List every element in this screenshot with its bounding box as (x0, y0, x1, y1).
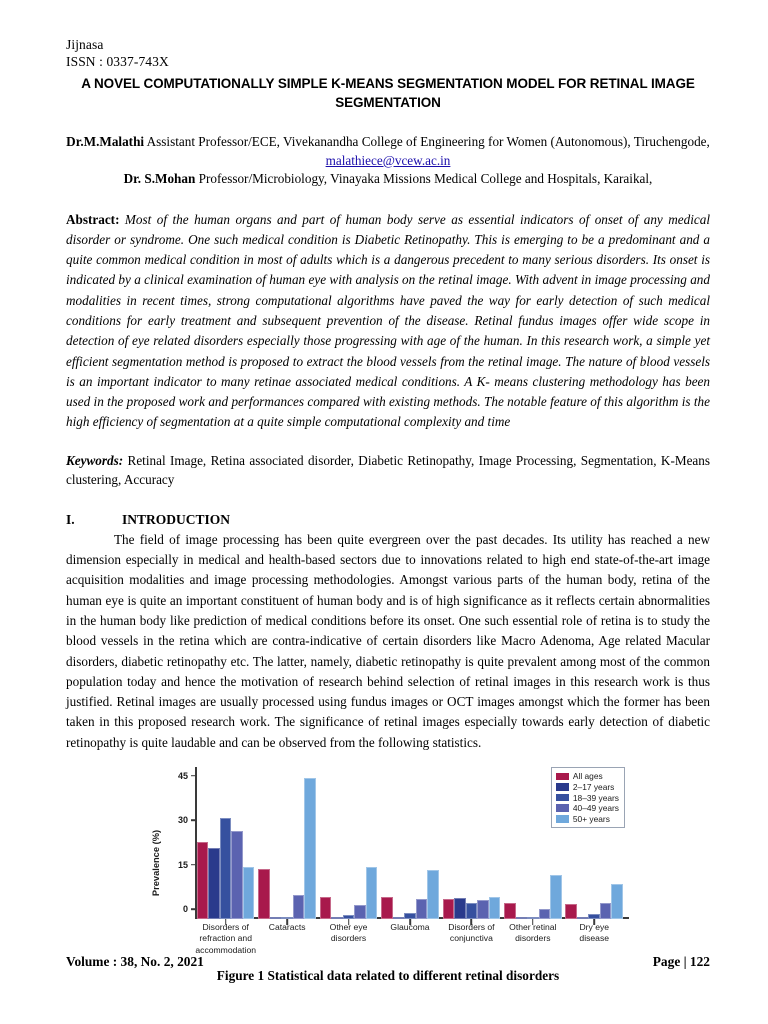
introduction-paragraph: The field of image processing has been quite evergreen over the past decades. Its utility has reached a new dimension especially in medical and health-based sectors due to innovations related to high end state-of-the-art image acquisition modalities and image processing methodologies. Amongst various parts of the human body, retina of the human eye is quite an important constituent of human body and is of high significance as it reflects certain abnormalities in the human body like prediction of medical conditions before its onset. One such essential role of retina is to study the blood vessels in the retina which are contra-indicative of certain disorders like Macro Adenoma, Age related Macular disorders, diabetic retinopathy etc. The latter, namely, diabetic retinopathy is quite prevalent among most of the common population today and hence the motivation of research behind selection of retinal images in this research work is thus justified. Retinal images are usually processed using fundus images or OCT images amongst which the former has been taken in this proposed research work. The significance of retinal images especially towards early detection of diabetic retinopathy is quite laudable and can be observed from the following statistics. (66, 531, 710, 750)
bar (565, 904, 577, 919)
bar (550, 875, 562, 919)
author-1-affiliation: Assistant Professor/ECE, Vivekanandha College of Engineering for Women (Autonomous), Tiruchengode, (144, 134, 710, 149)
x-axis-label: Dry eye disease (579, 922, 610, 944)
x-axis-label: Other eye disorders (329, 922, 368, 944)
legend-swatch (556, 794, 569, 802)
bar-chart (147, 763, 629, 963)
y-axis-tick: 15 (178, 860, 195, 870)
keywords-label: Keywords: (66, 452, 124, 468)
legend-item (556, 792, 619, 803)
bar (354, 905, 366, 919)
x-axis-label: Glaucoma (390, 922, 430, 933)
bar (231, 831, 243, 919)
bar-group (379, 771, 440, 919)
bar (304, 778, 316, 919)
y-axis-label: Prevalence (%) (151, 829, 162, 897)
bar-group (441, 771, 502, 919)
chart-legend (551, 767, 625, 828)
legend-swatch (556, 815, 569, 823)
page-footer (66, 954, 710, 970)
legend-item (556, 771, 619, 782)
bar (454, 898, 466, 919)
bar (208, 848, 220, 919)
footer-page-number: Page | 122 (652, 954, 710, 969)
bar (366, 867, 378, 919)
keywords-text: Retinal Image, Retina associated disorder, Diabetic Retinopathy, Image Processing, Segmentation, K-Means clustering, Accuracy (66, 452, 710, 487)
author-1-email-link[interactable]: malathiece@vcew.ac.in (325, 152, 451, 168)
bar (539, 909, 551, 919)
bar-group (318, 771, 379, 919)
bar (611, 884, 623, 919)
abstract-label: Abstract: (66, 211, 120, 227)
legend-label: 18–39 years (572, 792, 619, 803)
bar-group (256, 771, 317, 919)
author-1 (66, 133, 710, 170)
legend-label: All ages (572, 771, 603, 782)
bar (600, 903, 612, 919)
bar (243, 867, 255, 919)
figure-caption: Figure 1 Statistical data related to different retinal disorders (216, 968, 560, 984)
legend-label: 40–49 years (572, 803, 619, 814)
y-axis-tick: 30 (178, 815, 195, 825)
author-2 (66, 170, 710, 189)
section-title: INTRODUCTION (122, 511, 231, 527)
section-heading-introduction (66, 510, 710, 529)
bar (466, 903, 478, 919)
bar (197, 842, 209, 919)
legend-item (556, 803, 619, 814)
legend-swatch (556, 783, 569, 791)
legend-item (556, 782, 619, 793)
footer-volume: Volume : 38, No. 2, 2021 (66, 954, 204, 969)
page-title: A NOVEL COMPUTATIONALLY SIMPLE K-MEANS SEGMENTATION MODEL FOR RETINAL IMAGE SEGMENTATION (81, 76, 695, 110)
x-axis-label: Cataracts (268, 922, 306, 933)
author-block (66, 133, 710, 189)
abstract-text: Most of the human organs and part of human body serve as essential indicators of onset of any medical disorder or syndrome. One such medical condition is Diabetic Retinopathy. This is emerging to be a predominant and a quite common medical condition in most of adults which is a dangerous precedent to many serious disorders. Its onset is indicated by a clinical examination of human eye with analysis on the retinal image. With advent in image processing and modalities in recent times, strong computational algorithms have paved the way for early detection of such medical conditions for early treatment and subsequent prevention of the disease. Retinal fundus images offer wide scope in detection of eye related disorders especially those progressing with age of the human. In this research work, a simple yet efficient segmentation method is proposed to extract the blood vessels from the retinal image. The nature of blood vessels is an important indicator to many retinae associated medical conditions. A K- means clustering methodology has been used in the proposed work and performances compared with existing methods. The notable feature of this algorithm is the high efficiency of segmentation at a quite simple computational complexity and time (66, 211, 710, 430)
bar (220, 818, 232, 919)
author-2-name: Dr. S.Mohan (123, 171, 196, 186)
author-2-affiliation: Professor/Microbiology, Vinayaka Missions Medical College and Hospitals, Karaikal, (195, 171, 653, 186)
x-axis-label: Other retinal disorders (509, 922, 557, 944)
bar (477, 900, 489, 920)
bar (293, 895, 305, 919)
bar (443, 899, 455, 919)
legend-item (556, 813, 619, 824)
journal-name: Jijnasa (66, 37, 104, 52)
legend-label: 2–17 years (572, 781, 615, 792)
y-axis-tick: 45 (178, 771, 195, 781)
legend-label: 50+ years (572, 813, 610, 824)
legend-swatch (556, 804, 569, 812)
bar (258, 869, 270, 919)
bar (381, 897, 393, 919)
y-axis-tick: 0 (183, 904, 195, 914)
keywords-section (66, 451, 710, 489)
bar (320, 897, 332, 919)
bar (427, 870, 439, 919)
abstract-section (66, 210, 710, 433)
bar (416, 899, 428, 919)
legend-swatch (556, 773, 569, 781)
x-axis-label: Disorders of conjunctiva (448, 922, 495, 944)
issn-line: ISSN : 0337-743X (66, 54, 169, 69)
author-1-name: Dr.M.Malathi (66, 134, 145, 149)
bar (489, 897, 501, 919)
bar-group (195, 771, 256, 919)
figure-1 (66, 763, 710, 963)
bar (504, 903, 516, 919)
section-number: I. (66, 511, 75, 527)
x-axis-label: Disorders of refraction and accommodation (195, 922, 257, 955)
